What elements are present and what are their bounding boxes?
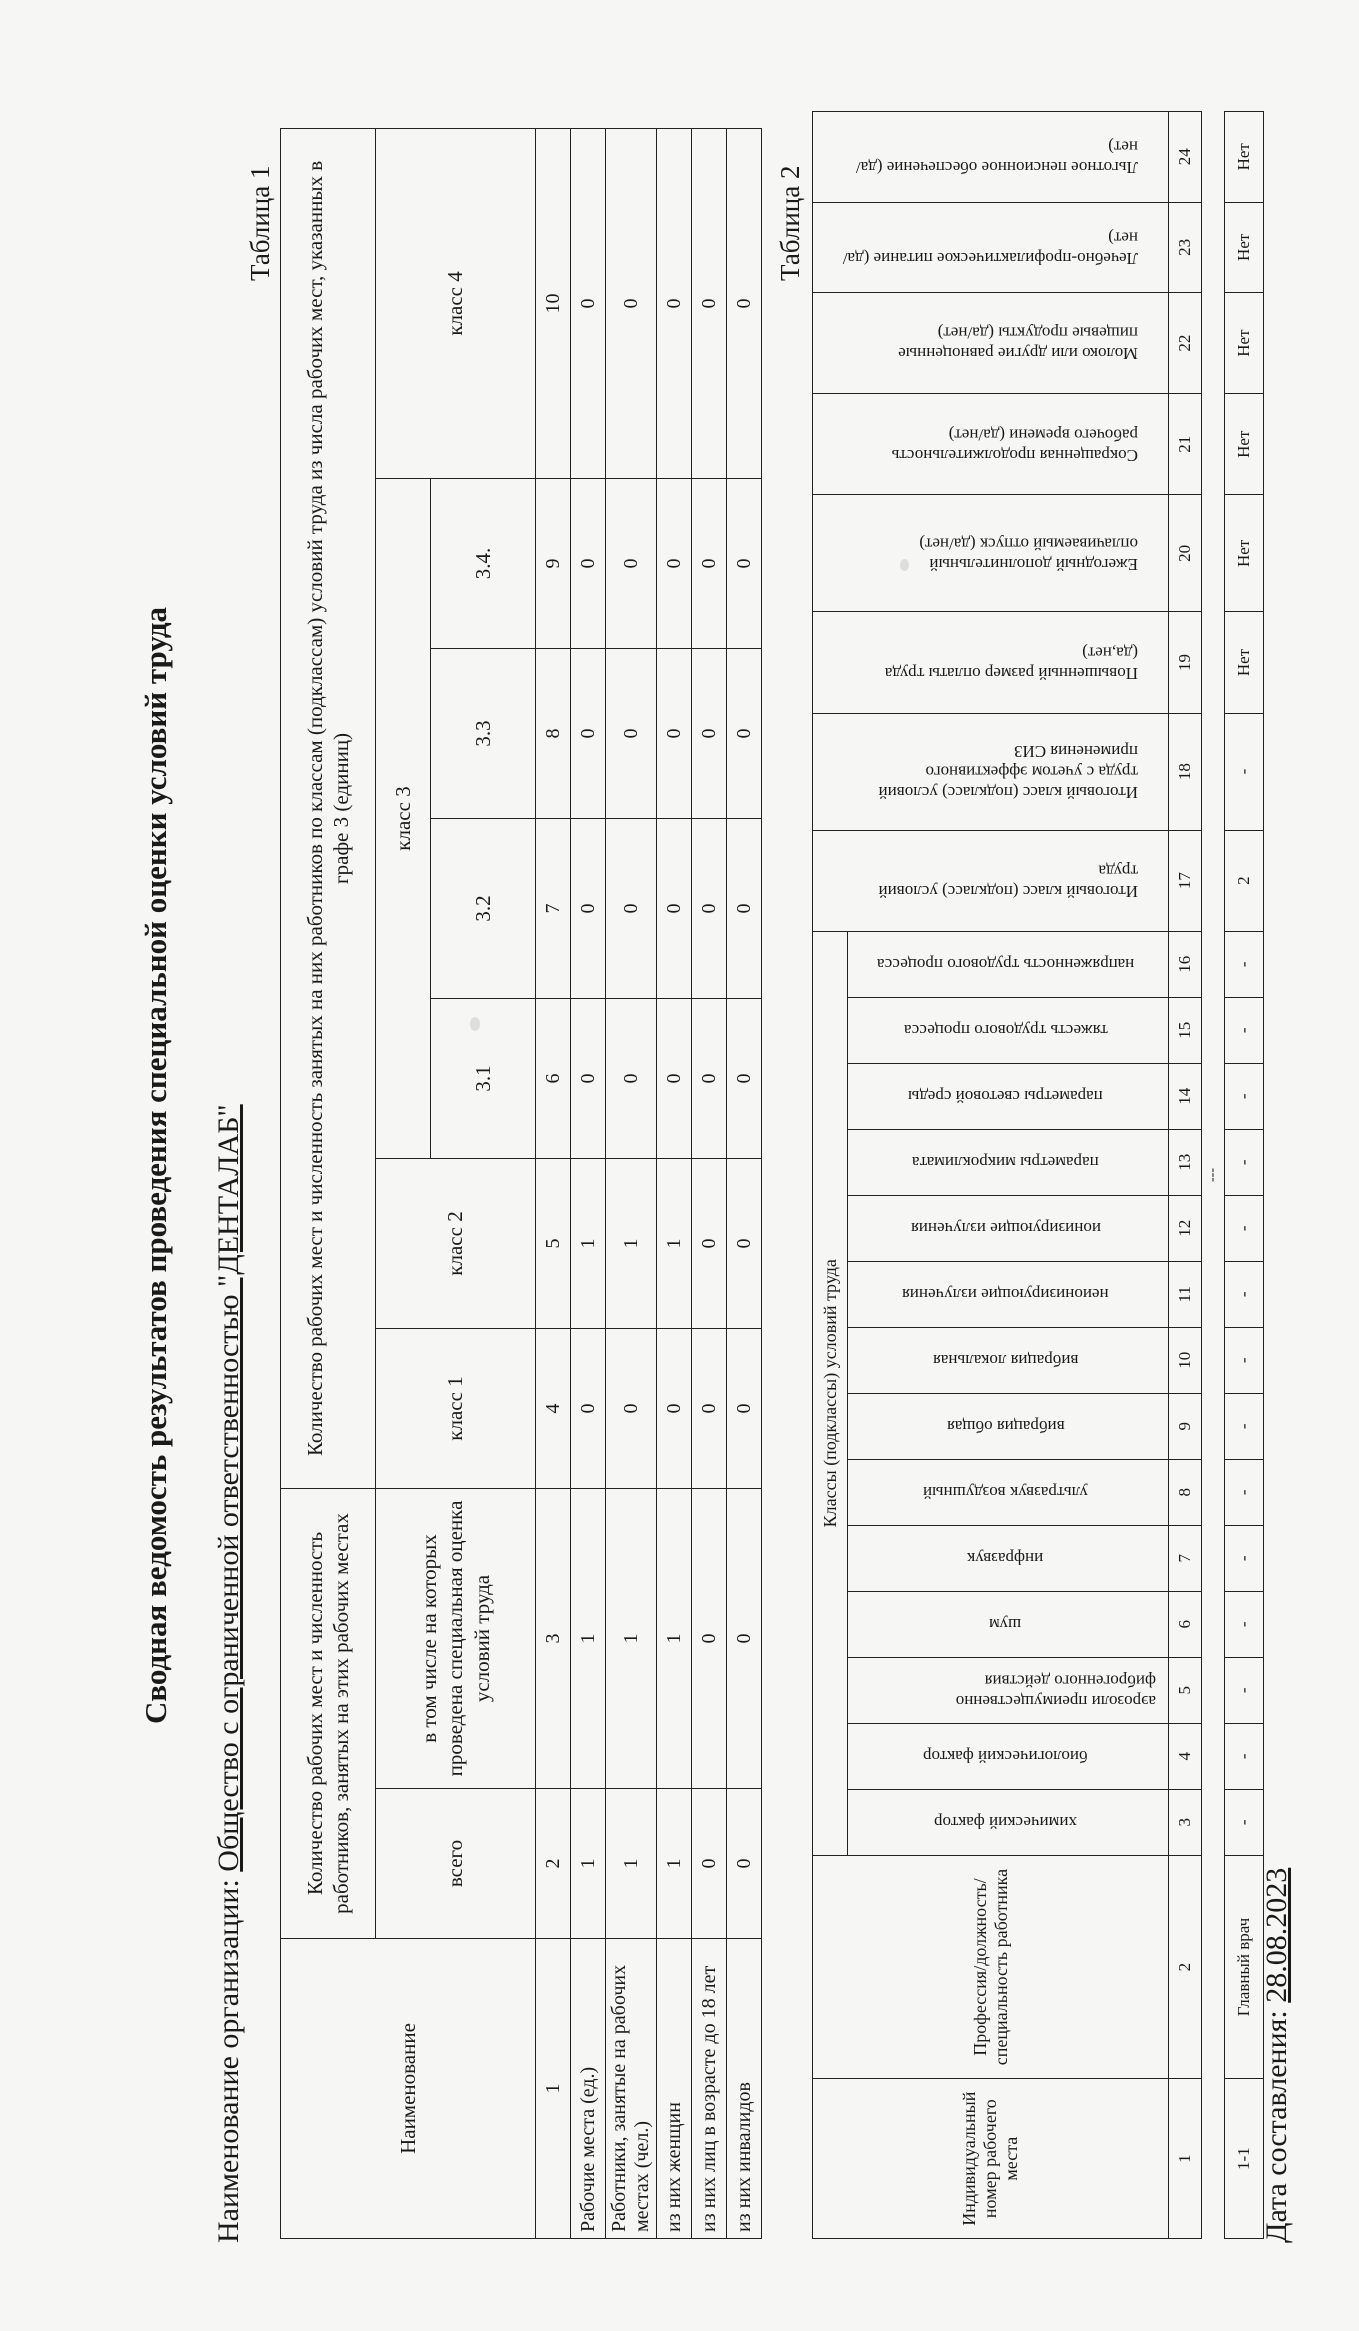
table2 [812, 111, 1264, 2239]
t2-cell: - [1225, 1525, 1264, 1591]
t1-row-name: из них лиц в возрасте до 18 лет [692, 1939, 727, 2239]
t1-col-number: 4 [536, 1329, 571, 1489]
t1-col-number: 1 [536, 1939, 571, 2239]
t2-col-number: 19 [1169, 612, 1202, 713]
t1-cell: 0 [727, 819, 762, 999]
t2-header-extra: Повышенный размер оплаты труда (да,нет) [813, 612, 1169, 713]
t2-header-profession: Профессия/должность/специальность работника [813, 1855, 1169, 2079]
t2-col-number: 15 [1169, 997, 1202, 1063]
t2-cell: Нет [1225, 394, 1264, 495]
t1-cell: 1 [571, 1489, 606, 1789]
t1-row-name: из них инвалидов [727, 1939, 762, 2239]
t2-col-number: 5 [1169, 1657, 1202, 1723]
t2-header-factor: аэрозоли преимущественно фиброгенного действия [848, 1657, 1169, 1723]
t1-cell: 1 [571, 1159, 606, 1329]
t2-header-extra: Льготное пенсионное обеспечение (да/нет) [813, 112, 1169, 203]
t1-cell: 1 [606, 1159, 657, 1329]
t1-header-class2: класс 2 [376, 1159, 536, 1329]
t2-cell: - [1225, 1261, 1264, 1327]
t1-header-class1: класс 1 [376, 1329, 536, 1489]
t1-col-number: 3 [536, 1489, 571, 1789]
t2-header-extra: Сокращенная продолжительность рабочего времени (да/нет) [813, 394, 1169, 495]
t2-cell: - [1225, 997, 1264, 1063]
t2-header-factor: ионизирующие излучения [848, 1195, 1169, 1261]
t1-col-number: 7 [536, 819, 571, 999]
t2-profession: Главный врач [1225, 1855, 1264, 2079]
t2-header-factor: параметры световой среды [848, 1063, 1169, 1129]
t2-cell: - [1225, 1459, 1264, 1525]
t1-row [571, 128, 606, 2238]
t1-header-total: всего [376, 1789, 536, 1939]
date-value: 28.08.2023 [1260, 1867, 1293, 2003]
t2-header-classes: Классы (подклассы) условий труда [813, 931, 848, 1855]
table2-caption: Таблица 2 [775, 165, 805, 281]
t1-cell: 0 [727, 1329, 762, 1489]
t2-col-number: 24 [1169, 112, 1202, 203]
t2-header-extra: Итоговый класс (подкласс) условий труда [813, 830, 1169, 931]
table1-caption: Таблица 1 [245, 165, 275, 281]
t1-cell: 0 [571, 649, 606, 819]
t1-header-assessed: в том числе на которых проведена специальная оценка условий труда [376, 1489, 536, 1789]
t1-cell: 0 [692, 128, 727, 478]
t2-col-number: 2 [1169, 1855, 1202, 2079]
t2-cell: Нет [1225, 612, 1264, 713]
t1-cell: 0 [606, 1329, 657, 1489]
t1-cell: 0 [692, 1329, 727, 1489]
t1-header-3-2: 3.2 [431, 819, 536, 999]
date-line [1260, 1868, 1294, 2243]
t2-col-number: 10 [1169, 1327, 1202, 1393]
date-label: Дата составления: [1260, 2002, 1293, 2243]
t2-col-number: 9 [1169, 1393, 1202, 1459]
t1-header-name: Наименование [281, 1939, 536, 2239]
t1-cell: 0 [571, 128, 606, 478]
t1-col-number: 2 [536, 1789, 571, 1939]
t1-cell: 0 [727, 128, 762, 478]
t2-separator: --- [1202, 112, 1225, 2239]
organization-name: Общество с ограниченной ответственностью "ДЕНТАЛАБ" [212, 1104, 245, 1872]
t1-row [727, 128, 762, 2238]
t2-header-workplace-number: Индивидуальный номер рабочего места [813, 2079, 1169, 2239]
t1-cell: 0 [657, 128, 692, 478]
t1-header-3-1: 3.1 [431, 999, 536, 1159]
t2-cell: - [1225, 1657, 1264, 1723]
t1-cell: 0 [727, 479, 762, 649]
t2-cell: - [1225, 1195, 1264, 1261]
t1-cell: 0 [571, 819, 606, 999]
t2-col-number: 14 [1169, 1063, 1202, 1129]
t2-header-extra: Итоговый класс (подкласс) условий труда с учетом эффективного применения СИЗ [813, 713, 1169, 830]
t1-cell: 0 [571, 1329, 606, 1489]
t1-header-class4: класс 4 [376, 128, 536, 478]
t2-header-factor: химический фактор [848, 1789, 1169, 1855]
organization-label: Наименование организации: [212, 1871, 245, 2243]
t1-col-number: 6 [536, 999, 571, 1159]
t1-cell: 0 [727, 1159, 762, 1329]
t2-header-factor: вибрация общая [848, 1393, 1169, 1459]
t2-cell: - [1225, 1393, 1264, 1459]
t2-header-factor: ультразвук воздушный [848, 1459, 1169, 1525]
t2-col-number: 11 [1169, 1261, 1202, 1327]
t1-cell: 0 [606, 999, 657, 1159]
t1-cell: 0 [606, 649, 657, 819]
t1-row-name: Рабочие места (ед.) [571, 1939, 606, 2239]
t2-col-number: 17 [1169, 830, 1202, 931]
t1-header-3-4: 3.4. [431, 479, 536, 649]
t2-cell: - [1225, 1063, 1264, 1129]
t1-col-number: 5 [536, 1159, 571, 1329]
t1-header-class3: класс 3 [376, 479, 431, 1159]
t1-cell: 0 [727, 1489, 762, 1789]
t2-header-factor: тяжесть трудового процесса [848, 997, 1169, 1063]
t2-col-number: 16 [1169, 931, 1202, 997]
t1-cell: 0 [692, 819, 727, 999]
scan-speck [470, 1017, 480, 1031]
t2-col-number: 7 [1169, 1525, 1202, 1591]
t1-cell: 1 [606, 1789, 657, 1939]
t1-cell: 1 [657, 1159, 692, 1329]
document-title: Сводная ведомость результатов проведения специальной оценки условий труда [138, 606, 173, 1725]
t2-col-number: 3 [1169, 1789, 1202, 1855]
t2-cell: - [1225, 713, 1264, 830]
t2-header-factor: инфразвук [848, 1525, 1169, 1591]
t1-cell: 0 [692, 1159, 727, 1329]
t1-cell: 0 [692, 1489, 727, 1789]
t2-cell: Нет [1225, 202, 1264, 292]
t1-number-row [536, 128, 571, 2238]
t1-cell: 0 [571, 999, 606, 1159]
t1-cell: 0 [657, 649, 692, 819]
t2-col-number: 12 [1169, 1195, 1202, 1261]
t2-header-factor: неионизирующие излучения [848, 1261, 1169, 1327]
t1-cell: 0 [692, 649, 727, 819]
t2-cell: 2 [1225, 830, 1264, 931]
t2-col-number: 23 [1169, 202, 1202, 292]
t1-row-name: из них женщин [657, 1939, 692, 2239]
t2-col-number: 4 [1169, 1723, 1202, 1789]
t2-cell: - [1225, 1723, 1264, 1789]
t1-row [606, 128, 657, 2238]
t2-header-factor: шум [848, 1591, 1169, 1657]
t2-cell: Нет [1225, 112, 1264, 203]
t1-cell: 0 [571, 479, 606, 649]
t1-cell: 0 [657, 819, 692, 999]
t2-col-number: 1 [1169, 2079, 1202, 2239]
t1-cell: 1 [657, 1489, 692, 1789]
t2-header-factor: напряженность трудового процесса [848, 931, 1169, 997]
t1-cell: 1 [657, 1789, 692, 1939]
t2-col-number: 8 [1169, 1459, 1202, 1525]
t1-cell: 0 [606, 819, 657, 999]
t2-col-number: 21 [1169, 394, 1202, 495]
t2-separator-row [1202, 112, 1225, 2239]
t2-col-number: 18 [1169, 713, 1202, 830]
t2-col-number: 6 [1169, 1591, 1202, 1657]
t1-row [692, 128, 727, 2238]
t1-cell: 1 [606, 1489, 657, 1789]
t2-col-number: 22 [1169, 293, 1202, 394]
t1-cell: 0 [692, 1789, 727, 1939]
t1-cell: 0 [657, 479, 692, 649]
t2-header-extra: Лечебно-профилактическое питание (да/нет) [813, 202, 1169, 292]
t2-header-extra: Ежегодный дополнительный оплачиваемый отпуск (да/нет) [813, 495, 1169, 612]
t1-header-classes: Количество рабочих мест и численность занятых на них работников по классам (подклассам) условий труда из числа рабочих мест, указанных в графе 3 (единиц) [281, 128, 376, 1488]
t2-cell: Нет [1225, 293, 1264, 394]
t1-cell: 1 [571, 1789, 606, 1939]
t2-header-factor: биологический фактор [848, 1723, 1169, 1789]
t1-cell: 0 [606, 128, 657, 478]
t2-header-extra: Молоко или другие равноценные пищевые продукты (да/нет) [813, 293, 1169, 394]
t2-cell: - [1225, 1129, 1264, 1195]
t2-data-row [1225, 112, 1264, 2239]
t2-cell: Нет [1225, 495, 1264, 612]
t2-cell: - [1225, 1327, 1264, 1393]
t1-row [657, 128, 692, 2238]
table1 [280, 128, 762, 2239]
t1-header-count: Количество рабочих мест и численность работников, занятых на этих рабочих местах [281, 1489, 376, 1939]
t2-cell: - [1225, 1789, 1264, 1855]
t2-header-factor: вибрация локальная [848, 1327, 1169, 1393]
scan-speck [900, 559, 909, 571]
t1-col-number: 8 [536, 649, 571, 819]
t2-header-factor: параметры микроклимата [848, 1129, 1169, 1195]
t1-cell: 0 [657, 999, 692, 1159]
t1-col-number: 9 [536, 479, 571, 649]
t1-cell: 0 [606, 479, 657, 649]
t2-cell: - [1225, 931, 1264, 997]
t1-cell: 0 [727, 1789, 762, 1939]
t2-col-number: 20 [1169, 495, 1202, 612]
t1-cell: 0 [692, 999, 727, 1159]
t1-col-number: 10 [536, 128, 571, 478]
organization-line [212, 1104, 246, 2243]
t2-cell: - [1225, 1591, 1264, 1657]
t1-cell: 0 [727, 999, 762, 1159]
t2-col-number: 13 [1169, 1129, 1202, 1195]
t1-row-name: Работники, занятые на рабочих местах (чел.) [606, 1939, 657, 2239]
t2-workplace-number: 1-1 [1225, 2079, 1264, 2239]
t1-cell: 0 [657, 1329, 692, 1489]
t1-cell: 0 [727, 649, 762, 819]
t1-header-3-3: 3.3 [431, 649, 536, 819]
t1-cell: 0 [692, 479, 727, 649]
